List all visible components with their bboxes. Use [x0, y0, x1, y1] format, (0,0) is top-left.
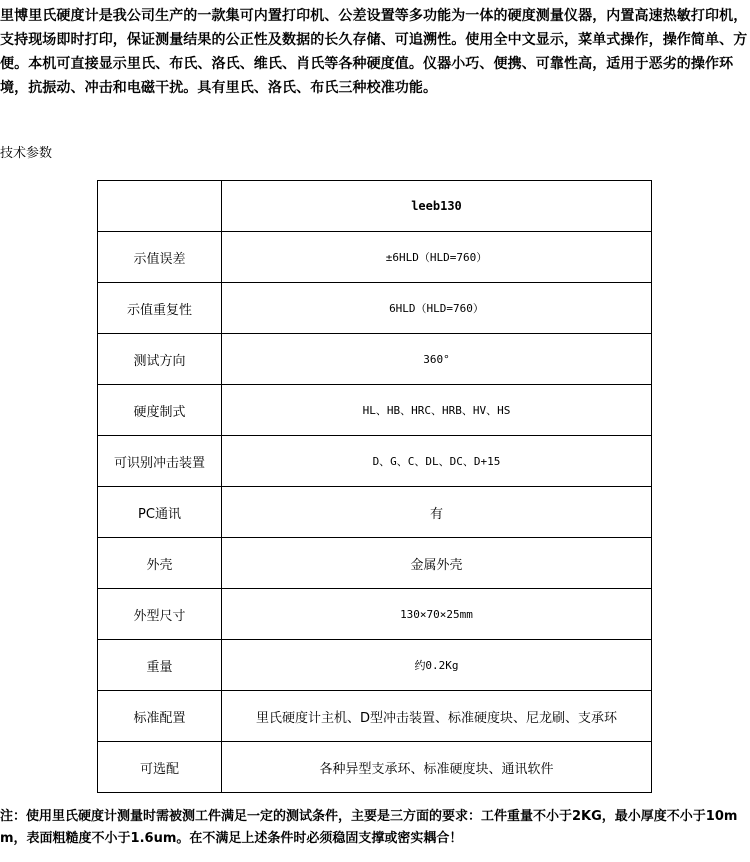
row-value: 有	[222, 487, 652, 538]
table-row	[98, 742, 652, 793]
table-row	[98, 334, 652, 385]
row-label: 可识别冲击装置	[98, 436, 222, 487]
row-label: 标准配置	[98, 691, 222, 742]
intro-paragraph: 里博里氏硬度计是我公司生产的一款集可内置打印机、公差设置等多功能为一体的硬度测量仪器，内置高速热敏打印机，支持现场即时打印，保证测量结果的公正性及数据的长久存储、可追溯性。使用全中文显示，菜单式操作，操作简单、方便。本机可直接显示里氏、布氏、洛氏、维氏、肖氏等各种硬度值。仪器小巧、便携、可靠性高，适用于恶劣的操作环境，抗振动、冲击和电磁干扰。具有里氏、洛氏、布氏三种校准功能。	[0, 8, 748, 96]
row-label: 外壳	[98, 538, 222, 589]
row-label: 测试方向	[98, 334, 222, 385]
row-value: 金属外壳	[222, 538, 652, 589]
row-value: 6HLD（HLD=760）	[222, 283, 652, 334]
spec-table	[97, 180, 652, 793]
usage-note: 注：使用里氏硬度计测量时需被测工件满足一定的测试条件，主要是三方面的要求：工件重量不小于2KG，最小厚度不小于10mm，表面粗糙度不小于1.6um。在不满足上述条件时必须稳固支撑或密实耦合！	[0, 809, 738, 846]
model-header: leeb130	[222, 181, 652, 232]
row-value: 约0.2Kg	[222, 640, 652, 691]
row-label: 示值重复性	[98, 283, 222, 334]
row-label: 外型尺寸	[98, 589, 222, 640]
table-row	[98, 283, 652, 334]
table-row	[98, 538, 652, 589]
row-label: 硬度制式	[98, 385, 222, 436]
row-value: 360°	[222, 334, 652, 385]
row-label: PC通讯	[98, 487, 222, 538]
table-row	[98, 487, 652, 538]
header-empty-cell	[98, 181, 222, 232]
table-row	[98, 640, 652, 691]
row-value: 130×70×25mm	[222, 589, 652, 640]
row-label: 重量	[98, 640, 222, 691]
section-title: 技术参数	[0, 146, 53, 161]
row-value: ±6HLD（HLD=760）	[222, 232, 652, 283]
table-row	[98, 589, 652, 640]
table-row	[98, 385, 652, 436]
row-label: 示值误差	[98, 232, 222, 283]
table-row	[98, 691, 652, 742]
row-value: HL、HB、HRC、HRB、HV、HS	[222, 385, 652, 436]
table-row	[98, 436, 652, 487]
row-value: 各种异型支承环、标准硬度块、通讯软件	[222, 742, 652, 793]
table-row	[98, 232, 652, 283]
row-value: 里氏硬度计主机、D型冲击装置、标准硬度块、尼龙刷、支承环	[222, 691, 652, 742]
row-value: D、G、C、DL、DC、D+15	[222, 436, 652, 487]
row-label: 可选配	[98, 742, 222, 793]
table-header-row	[98, 181, 652, 232]
